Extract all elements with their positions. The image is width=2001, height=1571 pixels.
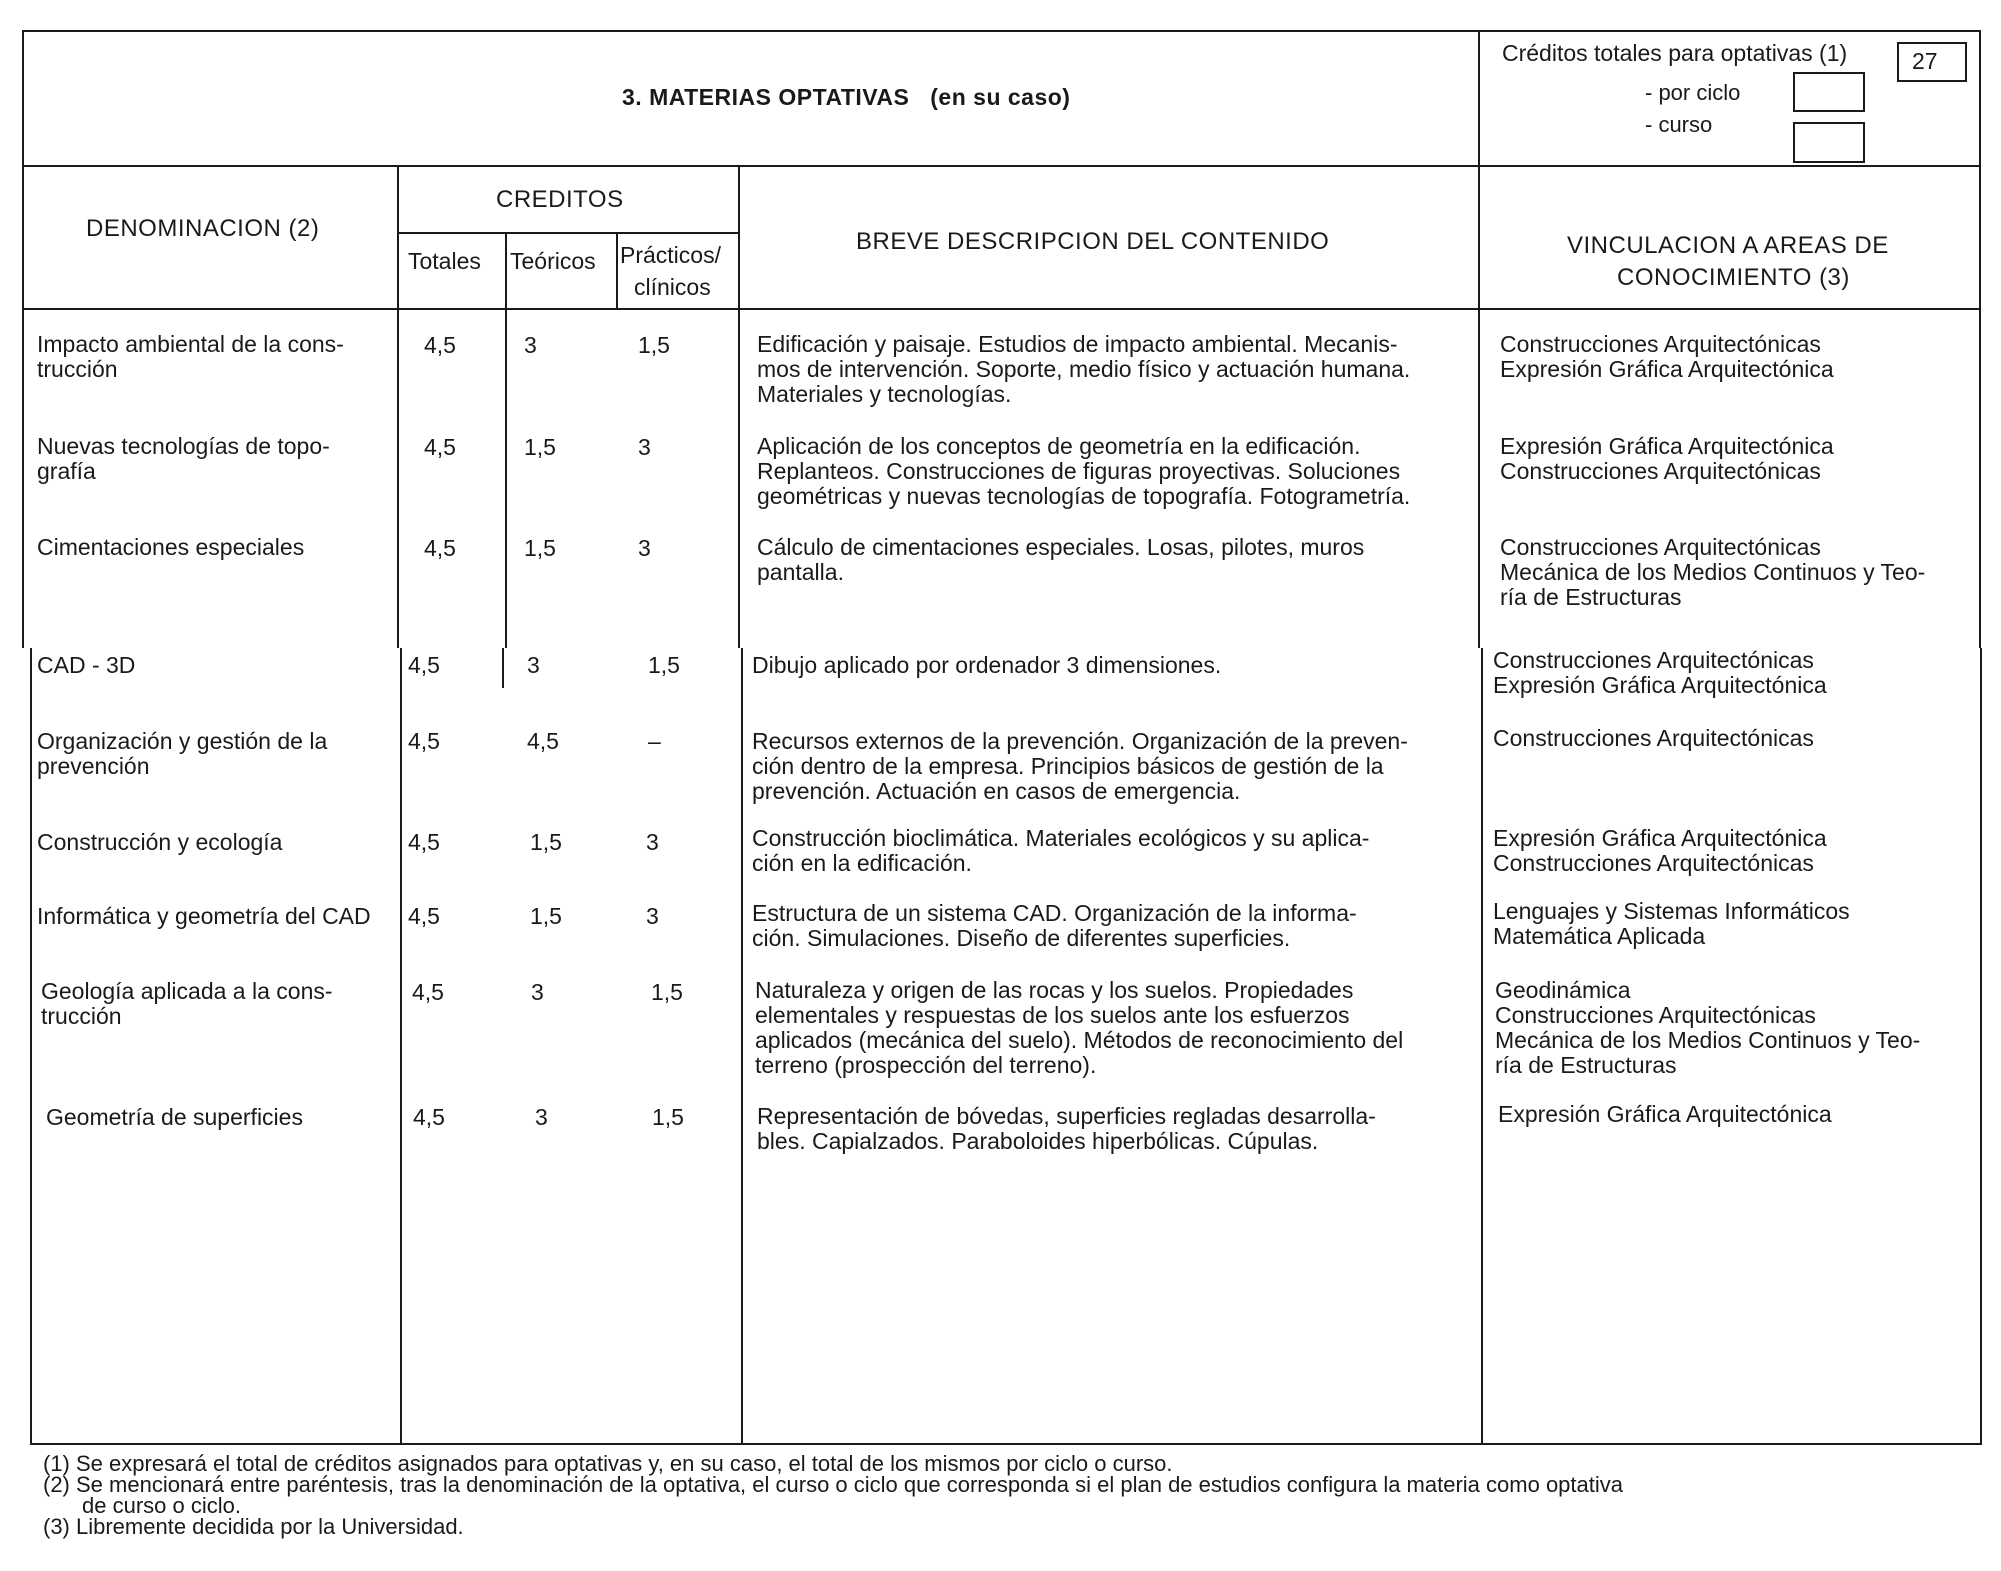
row-name-line: Informática y geometría del CAD xyxy=(37,903,371,929)
body-line-desc-b xyxy=(741,648,743,1445)
row-area-line: Construcciones Arquitectónicas xyxy=(1493,647,1814,673)
row-teoricos: 3 xyxy=(524,332,537,358)
footnote-1: (1) Se expresará el total de créditos asignados para optativas y, en su caso, el total de los mismos por ciclo o curso. xyxy=(43,1451,1173,1476)
row-practicos: 1,5 xyxy=(651,979,683,1005)
body-line-vinc-b xyxy=(1481,648,1483,1445)
row-practicos: 3 xyxy=(646,903,659,929)
row-teoricos: 4,5 xyxy=(527,728,559,754)
row-practicos: – xyxy=(648,728,661,754)
body-line-left-a xyxy=(22,308,24,648)
row-name-line: Geología aplicada a la cons- xyxy=(41,978,333,1004)
row-practicos: 3 xyxy=(638,535,651,561)
row-area-line: Construcciones Arquitectónicas xyxy=(1500,331,1821,357)
row-teoricos: 1,5 xyxy=(524,434,556,460)
row-desc-line: terreno (prospección del terreno). xyxy=(755,1052,1097,1078)
row-teoricos: 1,5 xyxy=(530,903,562,929)
title-vertical xyxy=(1478,30,1480,167)
col-header-teoricos: Teóricos xyxy=(510,248,596,274)
row-name-line: trucción xyxy=(41,1003,122,1029)
body-line-left-b xyxy=(30,648,32,1445)
row-desc-line: Representación de bóvedas, superficies regladas desarrolla- xyxy=(757,1103,1376,1129)
body-line-vinc-a xyxy=(1478,308,1480,648)
row-totales: 4,5 xyxy=(424,535,456,561)
row-area-line: Expresión Gráfica Arquitectónica xyxy=(1500,433,1834,459)
row-desc-line: Edificación y paisaje. Estudios de impacto ambiental. Mecanis- xyxy=(757,331,1398,357)
row-area-line: Mecánica de los Medios Continuos y Teo- xyxy=(1500,559,1926,585)
body-line-desc-a xyxy=(738,308,740,648)
row-name-line: prevención xyxy=(37,753,150,779)
row-desc-line: Materiales y tecnologías. xyxy=(757,381,1012,407)
row-desc-line: Recursos externos de la prevención. Organización de la preven- xyxy=(752,728,1408,754)
col-line-creditos xyxy=(397,165,399,310)
footnote-3: (3) Libremente decidida por la Universidad. xyxy=(43,1514,464,1539)
body-line-right-a xyxy=(1979,308,1981,648)
col-header-totales: Totales xyxy=(408,248,481,274)
col-header-creditos: CREDITOS xyxy=(496,186,624,213)
body-line-teoricos-b xyxy=(502,648,504,688)
row-area-line: Construcciones Arquitectónicas xyxy=(1493,850,1814,876)
frame-bottom xyxy=(30,1443,1982,1445)
section-title xyxy=(622,86,1070,109)
row-area-line: Construcciones Arquitectónicas xyxy=(1500,458,1821,484)
col-header-descripcion: BREVE DESCRIPCION DEL CONTENIDO xyxy=(856,228,1330,255)
row-desc-line: Dibujo aplicado por ordenador 3 dimensiones. xyxy=(752,652,1222,678)
col-line-teoricos-hdr xyxy=(505,232,507,310)
row-area-line: Expresión Gráfica Arquitectónica xyxy=(1498,1101,1832,1127)
row-area-line: Mecánica de los Medios Continuos y Teo- xyxy=(1495,1027,1921,1053)
row-area-line: Construcciones Arquitectónicas xyxy=(1500,534,1821,560)
row-area-line: Construcciones Arquitectónicas xyxy=(1495,1002,1816,1028)
row-desc-line: ción. Simulaciones. Diseño de diferentes superficies. xyxy=(752,925,1291,951)
row-practicos: 1,5 xyxy=(648,652,680,678)
row-desc-line: ción dentro de la empresa. Principios básicos de gestión de la xyxy=(752,753,1384,779)
col-line-desc xyxy=(738,165,740,310)
row-name-line: Nuevas tecnologías de topo- xyxy=(37,433,330,459)
row-desc-line: mos de intervención. Soporte, medio físico y actuación humana. xyxy=(757,356,1411,382)
row-name-line: Impacto ambiental de la cons- xyxy=(37,331,344,357)
row-desc-line: Aplicación de los conceptos de geometría en la edificación. xyxy=(757,433,1361,459)
row-name-line: Cimentaciones especiales xyxy=(37,534,305,560)
row-totales: 4,5 xyxy=(424,434,456,460)
row-desc-line: Cálculo de cimentaciones especiales. Losas, pilotes, muros xyxy=(757,534,1365,560)
row-area-line: ría de Estructuras xyxy=(1495,1052,1677,1078)
per-course-box xyxy=(1793,122,1865,163)
frame-top xyxy=(22,30,1980,32)
per-cycle-box xyxy=(1793,72,1865,112)
row-practicos: 3 xyxy=(646,829,659,855)
row-totales: 4,5 xyxy=(408,728,440,754)
row-area-line: ría de Estructuras xyxy=(1500,584,1682,610)
body-line-teoricos-a xyxy=(505,308,507,648)
row-area-line: Construcciones Arquitectónicas xyxy=(1493,725,1814,751)
body-line-creditos-a xyxy=(397,308,399,648)
row-area-line: Expresión Gráfica Arquitectónica xyxy=(1493,825,1827,851)
col-line-practicos-hdr xyxy=(616,232,618,310)
row-name-line: Organización y gestión de la xyxy=(37,728,328,754)
row-desc-line: bles. Capialzados. Paraboloides hiperbólicas. Cúpulas. xyxy=(757,1128,1319,1154)
row-desc-line: Replanteos. Construcciones de figuras proyectivas. Soluciones xyxy=(757,458,1401,484)
frame-left xyxy=(22,30,24,308)
row-area-line: Matemática Aplicada xyxy=(1493,923,1706,949)
row-desc-line: elementales y respuestas de los suelos ante los esfuerzos xyxy=(755,1002,1350,1028)
row-totales: 4,5 xyxy=(424,332,456,358)
body-line-right-b xyxy=(1980,648,1982,1445)
section-title-text: 3. MATERIAS OPTATIVAS xyxy=(622,84,910,110)
row-practicos: 1,5 xyxy=(638,332,670,358)
row-teoricos: 3 xyxy=(527,652,540,678)
row-name-line: grafía xyxy=(37,458,96,484)
row-totales: 4,5 xyxy=(413,1104,445,1130)
row-teoricos: 3 xyxy=(531,979,544,1005)
row-totales: 4,5 xyxy=(408,829,440,855)
footnote-2-cont: de curso o ciclo. xyxy=(82,1493,241,1518)
header-divider-2 xyxy=(22,308,1980,310)
row-desc-line: Estructura de un sistema CAD. Organización de la informa- xyxy=(752,900,1357,926)
col-header-vinculacion-1: VINCULACION A AREAS DE xyxy=(1567,232,1889,259)
row-totales: 4,5 xyxy=(408,652,440,678)
col-line-vinc xyxy=(1478,165,1480,310)
row-desc-line: prevención. Actuación en casos de emergencia. xyxy=(752,778,1241,804)
frame-right xyxy=(1979,30,1981,313)
col-header-vinculacion-2: CONOCIMIENTO (3) xyxy=(1617,264,1850,291)
per-cycle-label: - por ciclo xyxy=(1645,80,1741,105)
col-header-denominacion: DENOMINACION (2) xyxy=(86,215,320,242)
row-name-line: trucción xyxy=(37,356,118,382)
row-teoricos: 3 xyxy=(535,1104,548,1130)
row-name-line: Construcción y ecología xyxy=(37,829,283,855)
row-teoricos: 1,5 xyxy=(524,535,556,561)
row-desc-line: Construcción bioclimática. Materiales ecológicos y su aplica- xyxy=(752,825,1370,851)
col-header-practicos-2: clínicos xyxy=(634,274,711,300)
col-header-practicos-1: Prácticos/ xyxy=(620,242,721,268)
row-desc-line: ción en la edificación. xyxy=(752,850,972,876)
row-practicos: 1,5 xyxy=(652,1104,684,1130)
credits-total-label: Créditos totales para optativas (1) xyxy=(1502,40,1848,66)
per-course-label: - curso xyxy=(1645,112,1713,137)
body-line-creditos-b xyxy=(400,648,402,1445)
row-practicos: 3 xyxy=(638,434,651,460)
row-desc-line: pantalla. xyxy=(757,559,844,585)
row-name-line: CAD - 3D xyxy=(37,652,136,678)
row-area-line: Expresión Gráfica Arquitectónica xyxy=(1500,356,1834,382)
header-divider-1 xyxy=(22,165,1980,167)
section-title-note: (en su caso) xyxy=(930,84,1071,110)
row-totales: 4,5 xyxy=(412,979,444,1005)
row-name-line: Geometría de superficies xyxy=(46,1104,303,1130)
row-area-line: Expresión Gráfica Arquitectónica xyxy=(1493,672,1827,698)
creditos-subline xyxy=(397,232,739,234)
row-desc-line: geométricas y nuevas tecnologías de topografía. Fotogrametría. xyxy=(757,483,1411,509)
credits-total-value: 27 xyxy=(1912,48,1938,74)
row-area-line: Lenguajes y Sistemas Informáticos xyxy=(1493,898,1850,924)
row-teoricos: 1,5 xyxy=(530,829,562,855)
footnote-2: (2) Se mencionará entre paréntesis, tras la denominación de la optativa, el curso o ciclo que corresponda si el plan de estudios configura la materia como optativa xyxy=(43,1472,1623,1497)
row-totales: 4,5 xyxy=(408,903,440,929)
row-area-line: Geodinámica xyxy=(1495,977,1631,1003)
row-desc-line: Naturaleza y origen de las rocas y los suelos. Propiedades xyxy=(755,977,1354,1003)
row-desc-line: aplicados (mecánica del suelo). Métodos de reconocimiento del xyxy=(755,1027,1404,1053)
